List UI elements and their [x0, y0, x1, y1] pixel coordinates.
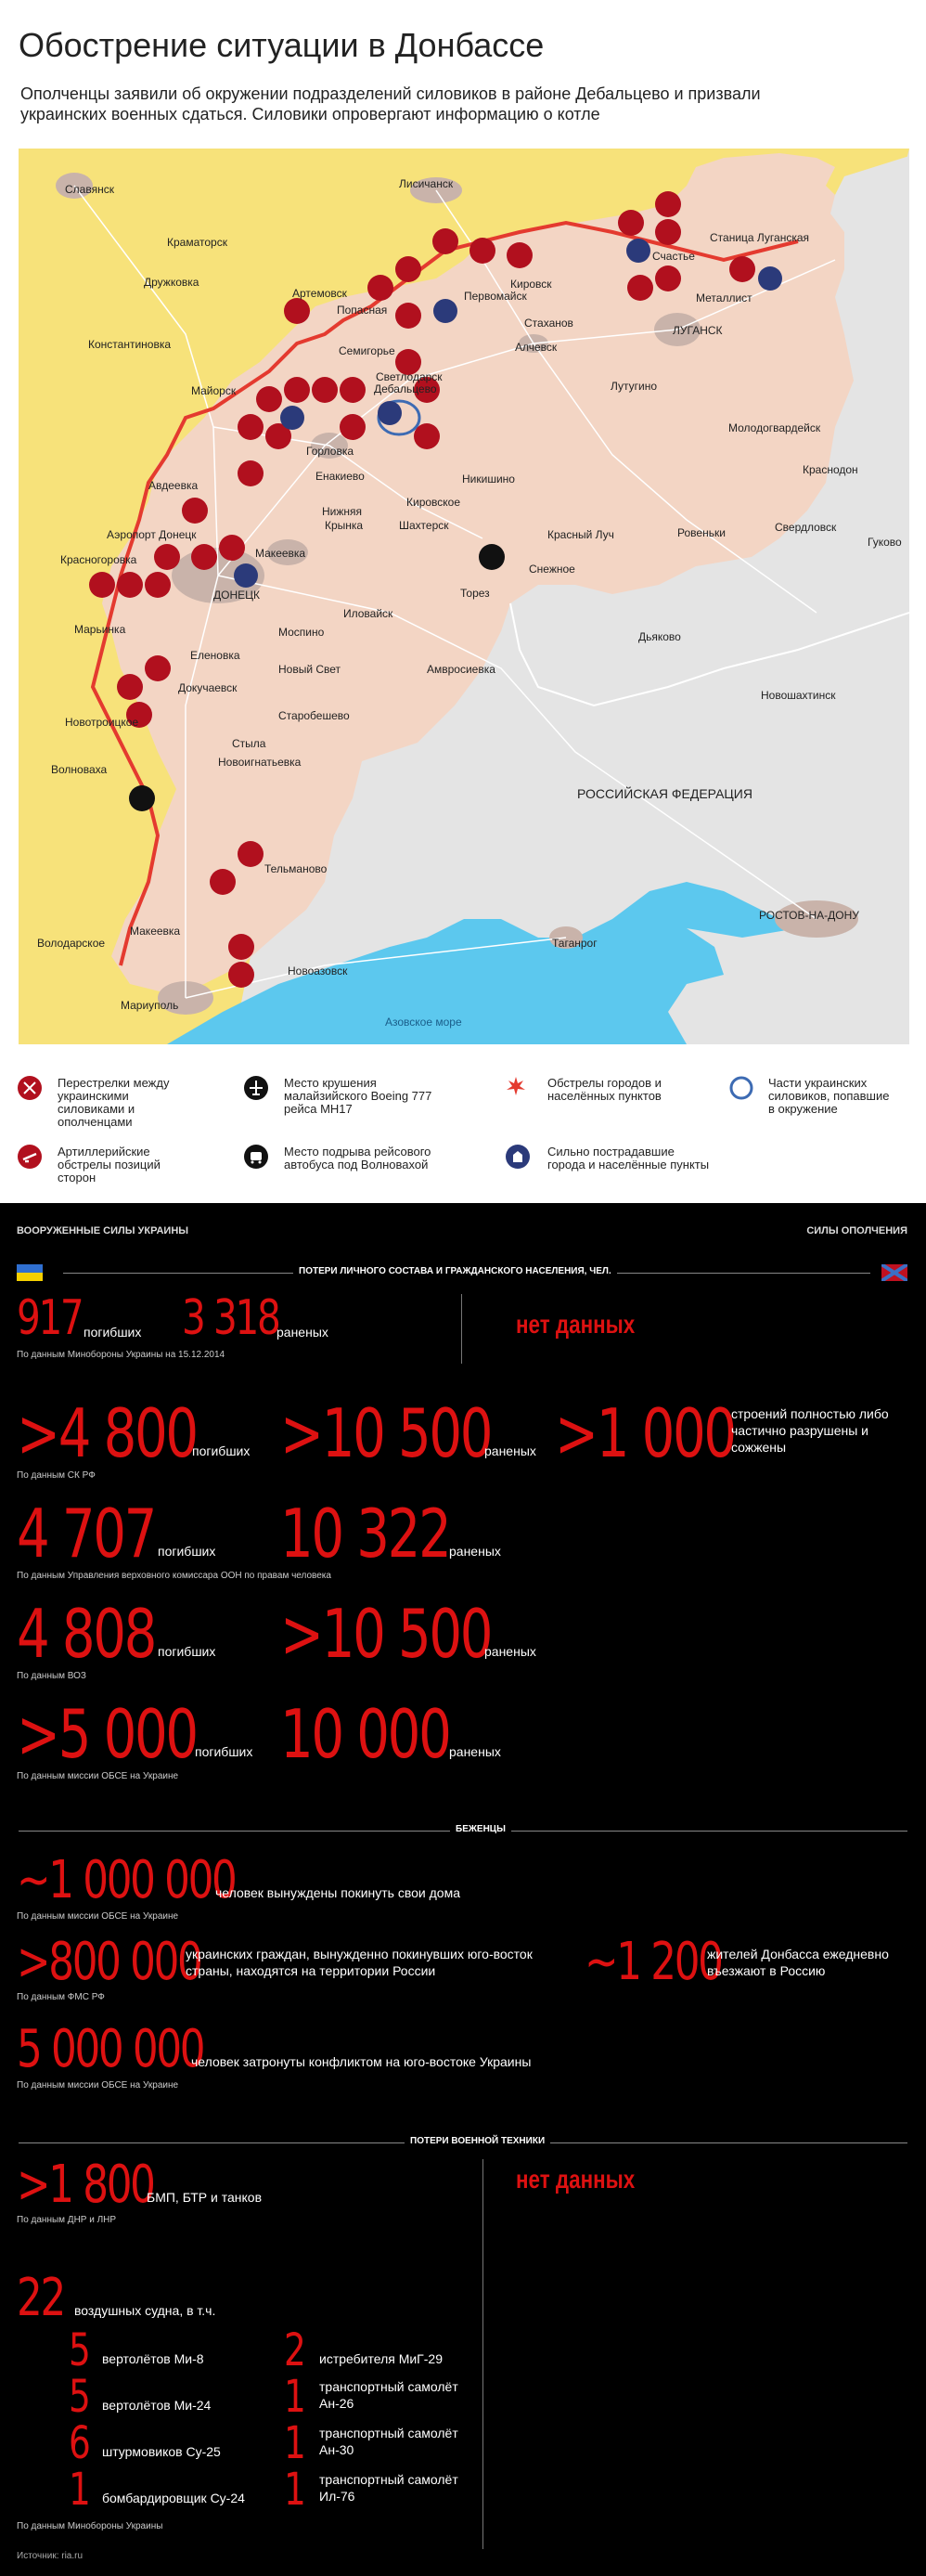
- town-label: Лисичанск: [399, 177, 454, 190]
- town-label: Нижняя: [322, 505, 363, 518]
- town-label: Еленовка: [190, 649, 240, 662]
- ua-killed-unit: погибших: [84, 1325, 142, 1340]
- ua-source: По данным Минобороны Украины на 15.12.2014: [17, 1350, 225, 1360]
- refugees-displaced-source: По данным миссии ОБСЕ на Украине: [17, 1911, 179, 1922]
- aircraft-label: истребителя МиГ-29: [319, 2351, 443, 2366]
- town-label: Гуково: [868, 536, 902, 549]
- militia-forces-label: СИЛЫ ОПОЛЧЕНИЯ: [806, 1225, 907, 1236]
- town-label: Красногоровка: [60, 553, 137, 566]
- bus-explosion-marker: [129, 785, 155, 811]
- town-label: Иловайск: [343, 607, 393, 620]
- sk-wounded-value: >10 500: [280, 1394, 492, 1472]
- who-source: По данным ВОЗ: [17, 1671, 86, 1681]
- page-title: Обострение ситуации в Донбассе: [19, 26, 545, 64]
- who-wounded-unit: раненых: [484, 1644, 536, 1659]
- un-killed-value: 4 707: [17, 1495, 156, 1573]
- section-title-casualties: ПОТЕРИ ЛИЧНОГО СОСТАВА И ГРАЖДАНСКОГО НАСЕЛЕНИЯ, ЧЕЛ.: [293, 1266, 617, 1276]
- osce-killed-unit: погибших: [195, 1744, 253, 1759]
- town-label: Новоигнатьевка: [218, 756, 302, 769]
- town-label: Мариуполь: [121, 999, 179, 1012]
- donbass-map: [19, 149, 909, 1044]
- sk-buildings-value: >1 000: [555, 1394, 735, 1472]
- clash-icon: [17, 1075, 43, 1101]
- town-label: ДОНЕЦК: [213, 589, 260, 602]
- town-label: Таганрог: [552, 937, 598, 950]
- aircraft-total-unit: воздушных судна, в т.ч.: [74, 2303, 216, 2318]
- vertical-divider: [482, 2159, 483, 2549]
- aircraft-label: транспортный самолёт Ил-76: [319, 2472, 458, 2504]
- aircraft-count: 1: [284, 2464, 304, 2516]
- plane-icon: [243, 1075, 269, 1101]
- refugees-daily-value: ~1 200: [585, 1932, 722, 1992]
- town-label: ЛУГАНСК: [673, 324, 723, 337]
- aircraft-label: транспортный самолёт Ан-30: [319, 2426, 458, 2457]
- sk-killed-value: >4 800: [17, 1394, 197, 1472]
- town-label: Снежное: [529, 563, 575, 576]
- town-label: Докучаевск: [178, 681, 238, 694]
- osce-source: По данным миссии ОБСЕ на Украине: [17, 1771, 179, 1781]
- town-label: Дружковка: [144, 276, 199, 289]
- town-label: Азовское море: [385, 1016, 462, 1029]
- mh17-crash-marker: [479, 544, 505, 570]
- ua-wounded-value: 3 318: [182, 1290, 279, 1346]
- town-label: Ровеньки: [677, 526, 726, 539]
- town-label: Никишино: [462, 472, 515, 485]
- refugees-displaced-value: ~1 000 000: [17, 1850, 236, 1910]
- sk-buildings-unit: строений полностью либо частично разрушены и сожжены: [731, 1406, 889, 1455]
- aircraft-label: вертолётов Ми-24: [102, 2398, 212, 2413]
- refugees-russia-source: По данным ФМС РФ: [17, 1992, 105, 2002]
- affected-source: По данным миссии ОБСЕ на Украине: [17, 2080, 179, 2091]
- who-wounded-value: >10 500: [280, 1595, 492, 1673]
- armor-loss-source: По данным ДНР и ЛНР: [17, 2215, 117, 2225]
- bus-icon: [243, 1144, 269, 1170]
- town-label: Макеевка: [255, 547, 306, 560]
- town-label: Стыла: [232, 737, 266, 750]
- town-label: Константиновка: [88, 338, 172, 351]
- map-section: [0, 0, 926, 1203]
- who-killed-value: 4 808: [17, 1595, 156, 1673]
- explosion-icon: [505, 1075, 527, 1097]
- legend-crash: Место крушения малайзийского Boeing 777 рейса MH17: [284, 1076, 432, 1116]
- who-killed-unit: погибших: [158, 1644, 216, 1659]
- town-label: Шахтерск: [399, 519, 449, 532]
- ukraine-forces-label: ВООРУЖЕННЫЕ СИЛЫ УКРАИНЫ: [17, 1225, 189, 1236]
- town-label: Тельманово: [264, 862, 328, 875]
- refugees-displaced-unit: человек вынуждены покинуть свои дома: [215, 1885, 460, 1900]
- town-label: Моспино: [278, 626, 325, 639]
- aircraft-count: 5: [69, 2371, 89, 2423]
- refugees-daily-unit: жителей Донбасса ежедневно въезжают в Россию: [707, 1947, 889, 1978]
- damaged-building-icon: [505, 1144, 531, 1170]
- town-label: Торез: [460, 587, 490, 600]
- town-label: Краматорск: [167, 236, 227, 249]
- town-label: Новотроицкое: [65, 716, 139, 729]
- sk-wounded-unit: раненых: [484, 1443, 536, 1458]
- town-label: Марьинка: [74, 623, 126, 636]
- town-label: Енакиево: [315, 470, 365, 483]
- town-label: Лутугино: [611, 380, 658, 393]
- affected-value: 5 000 000: [17, 2019, 204, 2079]
- aircraft-count: 6: [69, 2417, 89, 2469]
- aircraft-count: 2: [284, 2324, 304, 2376]
- town-label: Новоазовск: [288, 964, 348, 977]
- vertical-divider: [461, 1294, 462, 1364]
- legend-encircled: Части украинских силовиков, попавшие в окружение: [768, 1076, 890, 1116]
- town-label: Кировск: [510, 278, 552, 291]
- town-label: РОСТОВ-НА-ДОНУ: [759, 909, 859, 922]
- town-label: Стаханов: [524, 317, 573, 330]
- section-title-refugees: БЕЖЕНЦЫ: [450, 1824, 511, 1834]
- stats-section: [0, 1203, 926, 2576]
- militia-equipment-nodata: нет данных: [516, 2165, 636, 2194]
- un-wounded-unit: раненых: [449, 1544, 501, 1559]
- militia-casualties-nodata: нет данных: [516, 1310, 636, 1339]
- aircraft-label: транспортный самолёт Ан-26: [319, 2379, 458, 2411]
- town-label: Первомайск: [464, 290, 527, 303]
- legend-artillery: Артиллерийские обстрелы позиций сторон: [58, 1145, 161, 1184]
- legend-bus: Место подрыва рейсового автобуса под Волновахой: [284, 1145, 431, 1171]
- town-label: Горловка: [306, 445, 354, 458]
- aircraft-label: штурмовиков Су-25: [102, 2444, 221, 2459]
- town-label: Алчевск: [515, 341, 558, 354]
- town-label: Красный Луч: [547, 528, 614, 541]
- town-label: Амвросиевка: [427, 663, 495, 676]
- town-label: Светлодарск: [376, 370, 443, 383]
- aircraft-count: 1: [284, 2417, 304, 2469]
- town-label: Свердловск: [775, 521, 837, 534]
- aircraft-count: 1: [284, 2371, 304, 2423]
- town-label: Дебальцево: [374, 382, 437, 395]
- town-label: Авдеевка: [148, 479, 199, 492]
- section-title-equipment: ПОТЕРИ ВОЕННОЙ ТЕХНИКИ: [405, 2136, 550, 2146]
- armor-loss-value: >1 800: [17, 2155, 154, 2215]
- legend-damaged: Сильно пострадавшие города и населённые пункты: [547, 1145, 710, 1171]
- ukraine-flag-icon: [17, 1264, 43, 1281]
- town-label: Дьяково: [638, 630, 681, 643]
- armor-loss-unit: БМП, БТР и танков: [147, 2190, 263, 2205]
- town-label: Крынка: [325, 519, 364, 532]
- un-killed-unit: погибших: [158, 1544, 216, 1559]
- town-label: Краснодон: [803, 463, 858, 476]
- town-label: Новый Свет: [278, 663, 341, 676]
- town-label: Артемовск: [292, 287, 347, 300]
- town-label: Майорск: [191, 384, 237, 397]
- town-label: Кировское: [406, 496, 461, 509]
- town-label: Старобешево: [278, 709, 350, 722]
- aircraft-total-value: 22: [17, 2268, 64, 2328]
- ua-killed-value: 917: [17, 1290, 83, 1346]
- aircraft-count: 1: [69, 2464, 89, 2516]
- legend-clash: Перестрелки между украинскими силовиками и ополченцами: [58, 1076, 170, 1129]
- affected-unit: человек затронуты конфликтом на юго-востоке Украины: [191, 2054, 532, 2069]
- infographic-source: Источник: ria.ru: [17, 2551, 84, 2561]
- refugees-russia-value: >800 000: [17, 1932, 201, 1992]
- osce-wounded-unit: раненых: [449, 1744, 501, 1759]
- town-label: Металлист: [696, 291, 752, 304]
- town-label: Счастье: [652, 250, 695, 263]
- ring-icon: [728, 1075, 754, 1101]
- artillery-icon: [17, 1144, 43, 1170]
- legend-shelling: Обстрелы городов и населённых пунктов: [547, 1076, 662, 1103]
- aircraft-label: бомбардировщик Су-24: [102, 2491, 245, 2505]
- refugees-russia-unit: украинских граждан, вынужденно покинувших юго-восток страны, находятся на территории России: [186, 1947, 533, 1978]
- town-label: Волноваха: [51, 763, 108, 776]
- town-label: Новошахтинск: [761, 689, 836, 702]
- novorossia-flag-icon: [881, 1264, 907, 1281]
- ua-wounded-unit: раненых: [277, 1325, 328, 1340]
- town-label: РОССИЙСКАЯ ФЕДЕРАЦИЯ: [577, 786, 752, 801]
- town-label: Семигорье: [339, 344, 395, 357]
- un-wounded-value: 10 322: [280, 1495, 450, 1573]
- page-subtitle: Ополченцы заявили об окружении подразделений силовиков в районе Дебальцево и призвали украинских военных сдаться. Силовики опровергают информацию о котле: [20, 84, 761, 123]
- aircraft-source: По данным Минобороны Украины: [17, 2521, 163, 2531]
- town-label: Макеевка: [130, 925, 181, 938]
- sk-killed-unit: погибших: [192, 1443, 251, 1458]
- town-label: Станица Луганская: [710, 231, 810, 244]
- town-label: Молодогвардейск: [728, 421, 821, 434]
- town-label: Славянск: [65, 183, 114, 196]
- aircraft-label: вертолётов Ми-8: [102, 2351, 204, 2366]
- sk-source: По данным СК РФ: [17, 1470, 96, 1481]
- aircraft-count: 5: [69, 2324, 89, 2376]
- town-label: Володарское: [37, 937, 106, 950]
- osce-killed-value: >5 000: [17, 1695, 197, 1773]
- town-label: Попасная: [337, 304, 388, 317]
- un-source: По данным Управления верховного комиссара ООН по правам человека: [17, 1571, 331, 1581]
- town-label: Аэропорт Донецк: [107, 528, 197, 541]
- osce-wounded-value: 10 000: [280, 1695, 450, 1773]
